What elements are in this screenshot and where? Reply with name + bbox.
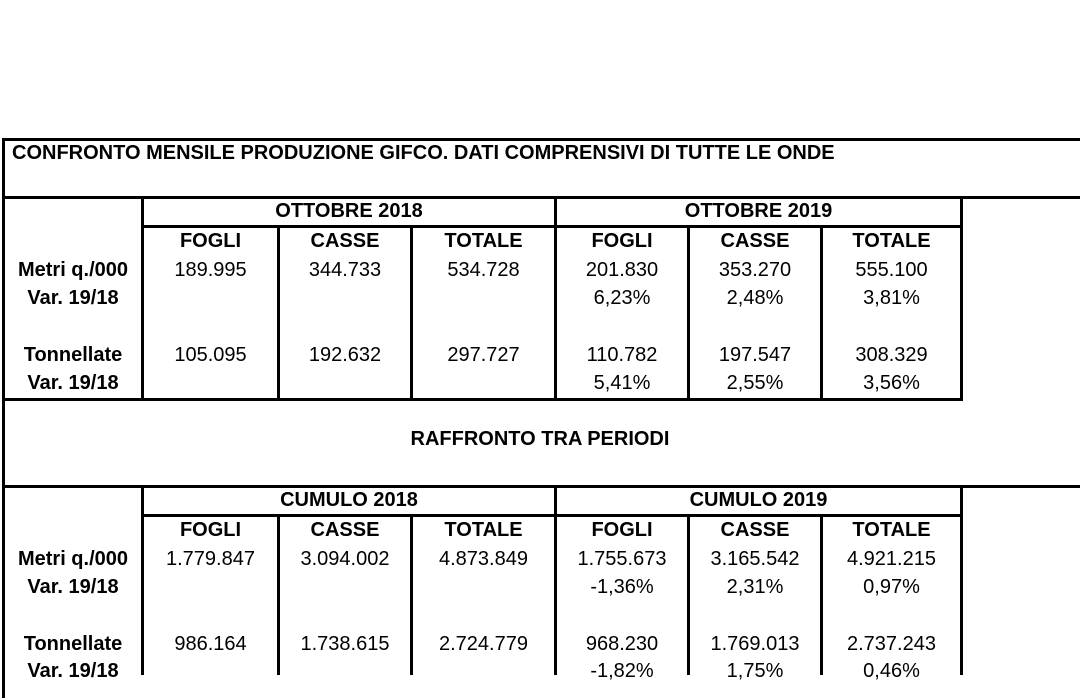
table-cell: 1.755.673	[577, 548, 667, 570]
table-cell: 189.995	[174, 259, 247, 281]
col-header-totale: TOTALE	[852, 519, 931, 541]
group-header-right: CUMULO 2019	[689, 489, 828, 511]
group-header-right: OTTOBRE 2019	[684, 200, 833, 222]
row-label: Var. 19/18	[27, 660, 119, 682]
table-cell: 534.728	[447, 259, 520, 281]
table-cell: 344.733	[308, 259, 382, 281]
table-cell: 353.270	[718, 259, 792, 281]
table-cell: 110.782	[586, 344, 658, 366]
table-cell: 4.873.849	[439, 548, 528, 570]
row-label: Var. 19/18	[27, 287, 119, 309]
divider	[2, 398, 963, 401]
table-cell: 986.164	[174, 633, 247, 655]
table-cell: 0,46%	[863, 660, 920, 682]
table-cell: 5,41%	[593, 372, 651, 394]
table-cell: 3.165.542	[710, 548, 800, 570]
row-label: Tonnellate	[23, 633, 123, 655]
divider	[141, 514, 963, 517]
table-cell: 2.737.243	[847, 633, 936, 655]
col-header-fogli: FOGLI	[591, 230, 653, 252]
col-header-fogli: FOGLI	[179, 519, 242, 541]
table-cell: 555.100	[855, 259, 928, 281]
table-cell: 1.738.615	[300, 633, 390, 655]
table-cell: 4.921.215	[847, 548, 936, 570]
divider	[960, 196, 963, 401]
table-cell: 201.830	[585, 259, 659, 281]
col-header-casse: CASSE	[720, 519, 790, 541]
col-header-casse: CASSE	[310, 519, 380, 541]
table-cell: 2,31%	[726, 576, 784, 598]
row-label: Metri q./000	[17, 548, 129, 570]
col-header-fogli: FOGLI	[591, 519, 653, 541]
divider	[960, 485, 963, 675]
group-header-left: CUMULO 2018	[280, 489, 418, 511]
table-cell: 6,23%	[593, 287, 651, 309]
table-cell: 2,48%	[726, 287, 784, 309]
col-header-totale: TOTALE	[444, 519, 523, 541]
report-title: CONFRONTO MENSILE PRODUZIONE GIFCO. DATI COMPRENSIVI DI TUTTE LE ONDE	[12, 142, 835, 164]
table-cell: 297.727	[447, 344, 520, 366]
table-cell: 3.094.002	[300, 548, 390, 570]
divider	[141, 225, 963, 228]
table-cell: 3,56%	[863, 372, 920, 394]
table-cell: 3,81%	[863, 287, 920, 309]
table-cell: 105.095	[174, 344, 247, 366]
col-header-fogli: FOGLI	[179, 230, 242, 252]
table-cell: 197.547	[718, 344, 792, 366]
row-label: Var. 19/18	[27, 372, 119, 394]
row-label: Tonnellate	[23, 344, 123, 366]
table-cell: -1,36%	[590, 576, 654, 598]
table-cell: 1.769.013	[710, 633, 800, 655]
table-cell: 1.779.847	[166, 548, 255, 570]
table-cell: 968.230	[585, 633, 659, 655]
table-cell: 308.329	[855, 344, 928, 366]
col-header-casse: CASSE	[310, 230, 380, 252]
section-title: RAFFRONTO TRA PERIODI	[410, 428, 670, 450]
group-header-left: OTTOBRE 2018	[275, 200, 423, 222]
row-label: Metri q./000	[17, 259, 129, 281]
col-header-totale: TOTALE	[444, 230, 523, 252]
table-cell: 2.724.779	[439, 633, 528, 655]
col-header-casse: CASSE	[720, 230, 790, 252]
table-cell: 0,97%	[863, 576, 920, 598]
col-header-totale: TOTALE	[852, 230, 931, 252]
table-cell: 1,75%	[726, 660, 784, 682]
table-cell: 2,55%	[726, 372, 784, 394]
row-label: Var. 19/18	[27, 576, 119, 598]
table-cell: 192.632	[308, 344, 382, 366]
table-cell: -1,82%	[590, 660, 654, 682]
